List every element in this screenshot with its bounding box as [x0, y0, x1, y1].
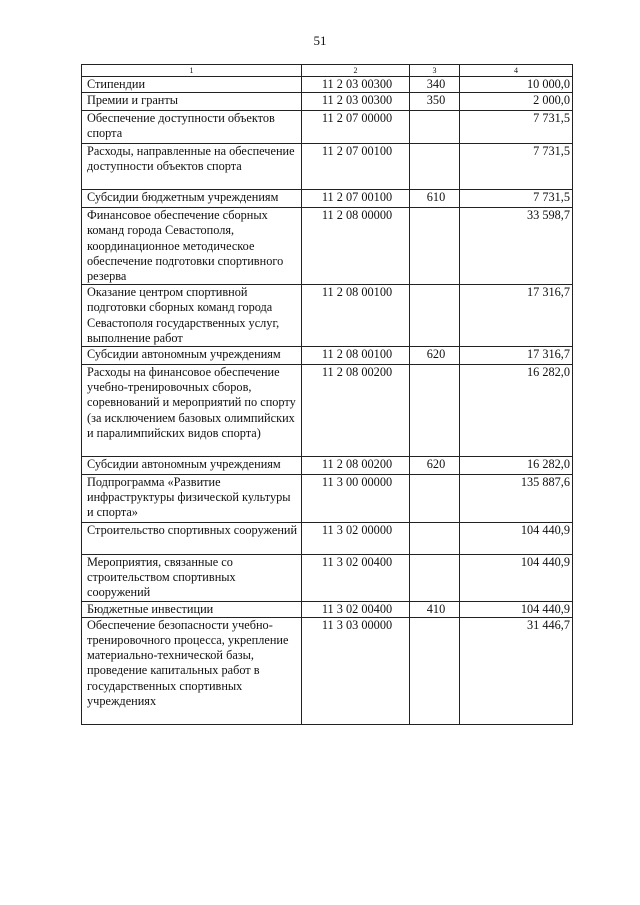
table-row [82, 555, 573, 602]
row-code: 11 2 08 00000 [302, 208, 410, 285]
row-name: Субсидии бюджетным учреждениям [82, 190, 302, 208]
row-code: 11 2 08 00200 [302, 457, 410, 475]
row-name: Расходы, направленные на обеспечение доступности объектов спорта [82, 144, 302, 190]
row-amount: 104 440,9 [460, 523, 573, 555]
row-name: Субсидии автономным учреждениям [82, 347, 302, 365]
header-col-1: 1 [82, 65, 302, 77]
table-row [82, 365, 573, 457]
row-amount: 104 440,9 [460, 601, 573, 617]
table-row [82, 190, 573, 208]
row-code: 11 2 07 00000 [302, 111, 410, 144]
row-name: Обеспечение доступности объектов спорта [82, 111, 302, 144]
row-amount: 10 000,0 [460, 77, 573, 93]
row-name: Строительство спортивных сооружений [82, 523, 302, 555]
row-amount: 135 887,6 [460, 475, 573, 523]
header-col-4: 4 [460, 65, 573, 77]
row-code: 11 2 08 00100 [302, 347, 410, 365]
table-header-row [82, 65, 573, 77]
table-row [82, 347, 573, 365]
row-code: 11 3 02 00400 [302, 601, 410, 617]
row-name: Финансовое обеспечение сборных команд города Севастополя, координационное методическое обеспечение подготовки спортивного резерва [82, 208, 302, 285]
row-name: Оказание центром спортивной подготовки сборных команд города Севастополя государственных услуг, выполнение работ [82, 285, 302, 347]
row-code: 11 3 00 00000 [302, 475, 410, 523]
budget-table [81, 64, 573, 725]
table-row [82, 285, 573, 347]
row-kvr: 410 [410, 601, 460, 617]
row-kvr [410, 617, 460, 724]
row-name: Бюджетные инвестиции [82, 601, 302, 617]
row-name: Подпрограмма «Развитие инфраструктуры физической культуры и спорта» [82, 475, 302, 523]
row-name: Мероприятия, связанные со строительством спортивных сооружений [82, 555, 302, 602]
table-row [82, 457, 573, 475]
row-kvr: 350 [410, 93, 460, 111]
table-row [82, 523, 573, 555]
row-code: 11 2 08 00200 [302, 365, 410, 457]
row-name: Премии и гранты [82, 93, 302, 111]
row-name: Обеспечение безопасности учебно-тренировочного процесса, укрепление материально-технической базы, проведение капитальных работ в государственных спортивных учреждениях [82, 617, 302, 724]
row-code: 11 3 02 00000 [302, 523, 410, 555]
row-kvr [410, 523, 460, 555]
page-number: 51 [313, 33, 327, 48]
row-kvr [410, 144, 460, 190]
row-amount: 2 000,0 [460, 93, 573, 111]
table-row [82, 111, 573, 144]
row-amount: 16 282,0 [460, 457, 573, 475]
row-code: 11 3 03 00000 [302, 617, 410, 724]
row-name: Расходы на финансовое обеспечение учебно-тренировочных сборов, соревнований и мероприятий по спорту (за исключением базовых олимпийских и паралимпийских видов спорта) [82, 365, 302, 457]
header-col-3: 3 [410, 65, 460, 77]
row-code: 11 2 03 00300 [302, 93, 410, 111]
row-amount: 17 316,7 [460, 285, 573, 347]
row-code: 11 2 03 00300 [302, 77, 410, 93]
row-amount: 17 316,7 [460, 347, 573, 365]
row-name: Субсидии автономным учреждениям [82, 457, 302, 475]
table-row [82, 601, 573, 617]
table-row [82, 475, 573, 523]
row-name: Стипендии [82, 77, 302, 93]
row-kvr: 620 [410, 457, 460, 475]
row-amount: 31 446,7 [460, 617, 573, 724]
row-kvr: 620 [410, 347, 460, 365]
row-kvr [410, 365, 460, 457]
row-code: 11 3 02 00400 [302, 555, 410, 602]
header-col-2: 2 [302, 65, 410, 77]
row-kvr [410, 111, 460, 144]
row-kvr [410, 475, 460, 523]
row-code: 11 2 08 00100 [302, 285, 410, 347]
row-amount: 7 731,5 [460, 144, 573, 190]
row-amount: 7 731,5 [460, 190, 573, 208]
row-amount: 7 731,5 [460, 111, 573, 144]
row-kvr: 610 [410, 190, 460, 208]
table-row [82, 77, 573, 93]
row-amount: 33 598,7 [460, 208, 573, 285]
table-row [82, 208, 573, 285]
row-kvr [410, 555, 460, 602]
table-row [82, 617, 573, 724]
table-row [82, 144, 573, 190]
row-kvr: 340 [410, 77, 460, 93]
row-amount: 16 282,0 [460, 365, 573, 457]
row-kvr [410, 208, 460, 285]
table-row [82, 93, 573, 111]
row-code: 11 2 07 00100 [302, 190, 410, 208]
row-code: 11 2 07 00100 [302, 144, 410, 190]
row-amount: 104 440,9 [460, 555, 573, 602]
row-kvr [410, 285, 460, 347]
